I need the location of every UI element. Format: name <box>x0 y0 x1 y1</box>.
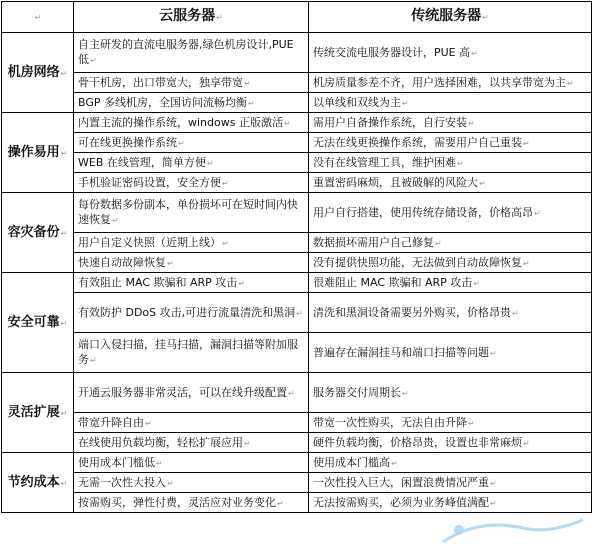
paragraph-mark-icon: ↵ <box>435 238 442 248</box>
cloud-cell <box>74 33 309 73</box>
traditional-text: 数据损坏需用户自己修复 <box>313 235 434 249</box>
table-row <box>2 453 592 473</box>
paragraph-mark-icon: ↵ <box>248 98 255 108</box>
cloud-cell <box>74 473 309 493</box>
table-row <box>2 173 592 193</box>
cloud-text: 无需一次性大投入 <box>78 475 166 489</box>
paragraph-mark-icon: ↵ <box>206 158 214 168</box>
paragraph-mark-icon: ↵ <box>288 388 295 398</box>
cloud-cell <box>74 333 309 373</box>
paragraph-mark-icon: ↵ <box>90 56 97 65</box>
paragraph-mark-icon: ↵ <box>523 138 530 148</box>
traditional-cell <box>309 133 592 153</box>
cloud-text: 快速自动故障恢复 <box>78 255 166 269</box>
header-row <box>2 2 592 33</box>
paragraph-mark-icon: ↵ <box>567 78 574 88</box>
table-row <box>2 293 592 333</box>
table-row <box>2 253 592 273</box>
cloud-text: 有效防护 DDoS 攻击,可进行流量清洗和黑洞 <box>78 305 296 319</box>
paragraph-mark-icon: ↵ <box>90 356 97 365</box>
traditional-text: 没有提供快照功能，无法做到自动故障恢复 <box>313 255 522 269</box>
paragraph-mark-icon: ↵ <box>222 178 229 188</box>
traditional-text: 带宽一次性购买，无法自由升降 <box>313 415 467 429</box>
traditional-text: 使用成本门槛高 <box>313 455 390 469</box>
cloud-text: BGP 多线机房，全国访问流畅均衡 <box>78 95 248 109</box>
paragraph-mark-icon: ↵ <box>178 138 185 148</box>
cloud-cell <box>74 153 309 173</box>
traditional-cell <box>309 333 592 373</box>
cloud-cell <box>74 93 309 113</box>
category-cell <box>2 273 74 373</box>
paragraph-mark-icon: ↵ <box>156 458 163 468</box>
paragraph-mark-icon: ↵ <box>60 68 68 78</box>
paragraph-mark-icon: ↵ <box>402 98 409 108</box>
comparison-table <box>1 1 592 513</box>
traditional-cell <box>309 413 592 433</box>
traditional-cell <box>309 93 592 113</box>
header-cloud-label: 云服务器 <box>159 8 216 24</box>
category-label: 容灾备份 <box>7 224 60 240</box>
traditional-text: 重置密码麻烦，且被破解的风险大 <box>313 175 478 189</box>
paragraph-mark-icon: ↵ <box>490 478 497 488</box>
cloud-cell <box>74 233 309 253</box>
traditional-text: 用户自行搭建，使用传统存储设备，价格高昂 <box>313 205 533 219</box>
traditional-cell <box>309 253 592 273</box>
traditional-text: 没有在线管理工具，维护困难 <box>313 155 456 169</box>
paragraph-mark-icon: ↵ <box>60 228 68 238</box>
traditional-cell <box>309 113 592 133</box>
cloud-text: 内置主流的操作系统，windows 正版激活 <box>78 115 283 129</box>
cloud-text: 可在线更换操作系统 <box>78 135 177 149</box>
traditional-text: 传统交流电服务器设计，PUE 高 <box>313 45 471 59</box>
traditional-cell <box>309 193 592 233</box>
table-row <box>2 73 592 93</box>
cloud-text: 骨干机房，出口带宽大，独享带宽 <box>78 75 243 89</box>
traditional-cell <box>309 373 592 413</box>
traditional-text: 普遍存在漏洞挂马和端口扫描等问题 <box>313 345 489 359</box>
cloud-cell <box>74 493 309 513</box>
paragraph-mark-icon: ↵ <box>471 48 478 58</box>
paragraph-mark-icon: ↵ <box>238 278 245 288</box>
header-traditional <box>309 2 592 33</box>
cloud-text: 按需购买，弹性付费，灵活应对业务变化 <box>78 495 276 509</box>
traditional-cell <box>309 273 592 293</box>
cloud-cell <box>74 453 309 473</box>
category-label: 节约成本 <box>7 474 60 490</box>
table-row <box>2 233 592 253</box>
table-row <box>2 93 592 113</box>
paragraph-mark-icon: ↵ <box>534 208 541 218</box>
paragraph-mark-icon: ↵ <box>391 458 398 468</box>
paragraph-mark-icon: ↵ <box>468 418 475 428</box>
paragraph-mark-icon: ↵ <box>296 308 303 318</box>
category-cell <box>2 33 74 113</box>
paragraph-mark-icon: ↵ <box>167 258 174 268</box>
paragraph-mark-icon: ↵ <box>490 498 497 508</box>
paragraph-mark-icon: ↵ <box>34 13 42 22</box>
cloud-cell <box>74 133 309 153</box>
traditional-text: 硬件负载均衡，价格昂贵，设置也非常麻烦 <box>313 435 522 449</box>
table-row <box>2 333 592 373</box>
paragraph-mark-icon: ↵ <box>523 438 530 448</box>
traditional-text: 机房质量参差不齐，用户选择困难，以共享带宽为主 <box>313 75 566 89</box>
traditional-cell <box>309 433 592 453</box>
cloud-text: 每份数据多份副本，单份损坏可在短时间内快速恢复 <box>78 198 298 226</box>
category-cell <box>2 193 74 273</box>
traditional-cell <box>309 153 592 173</box>
cloud-text: 开通云服务器非常灵活，可以在线升级配置 <box>78 385 287 399</box>
paragraph-mark-icon: ↵ <box>216 13 223 22</box>
traditional-text: 无法在线更换操作系统，需要用户自己重装 <box>313 135 522 149</box>
category-cell <box>2 113 74 193</box>
traditional-cell <box>309 473 592 493</box>
table-row <box>2 473 592 493</box>
table-row <box>2 493 592 513</box>
cloud-cell <box>74 373 309 413</box>
table-row <box>2 113 592 133</box>
table-row <box>2 413 592 433</box>
paragraph-mark-icon: ↵ <box>468 118 475 128</box>
paragraph-mark-icon: ↵ <box>277 498 284 508</box>
traditional-text: 很难阻止 MAC 欺骗和 ARP 攻击 <box>313 275 473 289</box>
watermark-logo-icon <box>439 512 587 548</box>
cloud-cell <box>74 173 309 193</box>
category-cell <box>2 373 74 453</box>
cloud-text: 有效阻止 MAC 欺骗和 ARP 攻击 <box>78 275 238 289</box>
table-row <box>2 33 592 73</box>
traditional-cell <box>309 33 592 73</box>
cloud-cell <box>74 433 309 453</box>
paragraph-mark-icon: ↵ <box>60 318 68 328</box>
table-row <box>2 153 592 173</box>
paragraph-mark-icon: ↵ <box>145 418 152 428</box>
paragraph-mark-icon: ↵ <box>402 388 409 398</box>
table-row <box>2 433 592 453</box>
traditional-cell <box>309 173 592 193</box>
cloud-cell <box>74 253 309 273</box>
header-cloud <box>74 2 309 33</box>
paragraph-mark-icon: ↵ <box>283 118 291 128</box>
paragraph-mark-icon: ↵ <box>167 478 174 488</box>
cloud-text: 用户自定义快照（近期上线） <box>78 235 221 249</box>
paragraph-mark-icon: ↵ <box>112 216 119 225</box>
cloud-cell <box>74 113 309 133</box>
traditional-text: 服务器交付周期长 <box>313 385 401 399</box>
category-cell <box>2 453 74 513</box>
header-traditional-label: 传统服务器 <box>411 8 482 24</box>
paragraph-mark-icon: ↵ <box>60 478 68 488</box>
header-blank-cell <box>2 2 74 33</box>
table-row <box>2 273 592 293</box>
paragraph-mark-icon: ↵ <box>490 348 497 358</box>
paragraph-mark-icon: ↵ <box>473 278 480 288</box>
traditional-text: 清洗和黑洞设备需要另外购买，价格昂贵 <box>313 305 511 319</box>
paragraph-mark-icon: ↵ <box>523 258 530 268</box>
paragraph-mark-icon: ↵ <box>479 178 486 188</box>
traditional-cell <box>309 453 592 473</box>
cloud-text: WEB 在线管理，简单方便 <box>78 155 206 169</box>
table-row <box>2 193 592 233</box>
traditional-cell <box>309 233 592 253</box>
cloud-cell <box>74 413 309 433</box>
cloud-text: 端口入侵扫描，挂马扫描，漏洞扫描等附加服务 <box>78 338 298 366</box>
paragraph-mark-icon: ↵ <box>244 78 251 88</box>
cloud-text: 自主研发的直流电服务器,绿色机房设计,PUE 低 <box>78 38 294 66</box>
table-row <box>2 373 592 413</box>
traditional-text: 需用户自备操作系统，自行安装 <box>313 115 467 129</box>
category-label: 机房网络 <box>7 64 60 80</box>
cloud-cell <box>74 273 309 293</box>
traditional-text: 以单线和双线为主 <box>313 95 401 109</box>
cloud-cell <box>74 293 309 333</box>
category-label: 灵活扩展 <box>7 404 60 420</box>
cloud-text: 手机验证密码设置，安全方便 <box>78 175 221 189</box>
traditional-cell <box>309 493 592 513</box>
paragraph-mark-icon: ↵ <box>60 148 68 158</box>
table-row <box>2 133 592 153</box>
traditional-cell <box>309 73 592 93</box>
paragraph-mark-icon: ↵ <box>222 238 229 248</box>
cloud-text: 带宽升降自由 <box>78 415 144 429</box>
paragraph-mark-icon: ↵ <box>457 158 464 168</box>
paragraph-mark-icon: ↵ <box>60 408 68 418</box>
category-label: 操作易用 <box>7 144 60 160</box>
cloud-cell <box>74 193 309 233</box>
traditional-cell <box>309 293 592 333</box>
paragraph-mark-icon: ↵ <box>512 308 519 318</box>
traditional-text: 无法按需购买，必须为业务峰值满配 <box>313 495 489 509</box>
paragraph-mark-icon: ↵ <box>482 13 489 22</box>
cloud-text: 在线使用负载均衡，轻松扩展应用 <box>78 435 243 449</box>
category-label: 安全可靠 <box>7 314 60 330</box>
cloud-text: 使用成本门槛低 <box>78 455 155 469</box>
cloud-cell <box>74 73 309 93</box>
paragraph-mark-icon: ↵ <box>244 438 251 448</box>
traditional-text: 一次性投入巨大，闲置浪费情况严重 <box>313 475 489 489</box>
